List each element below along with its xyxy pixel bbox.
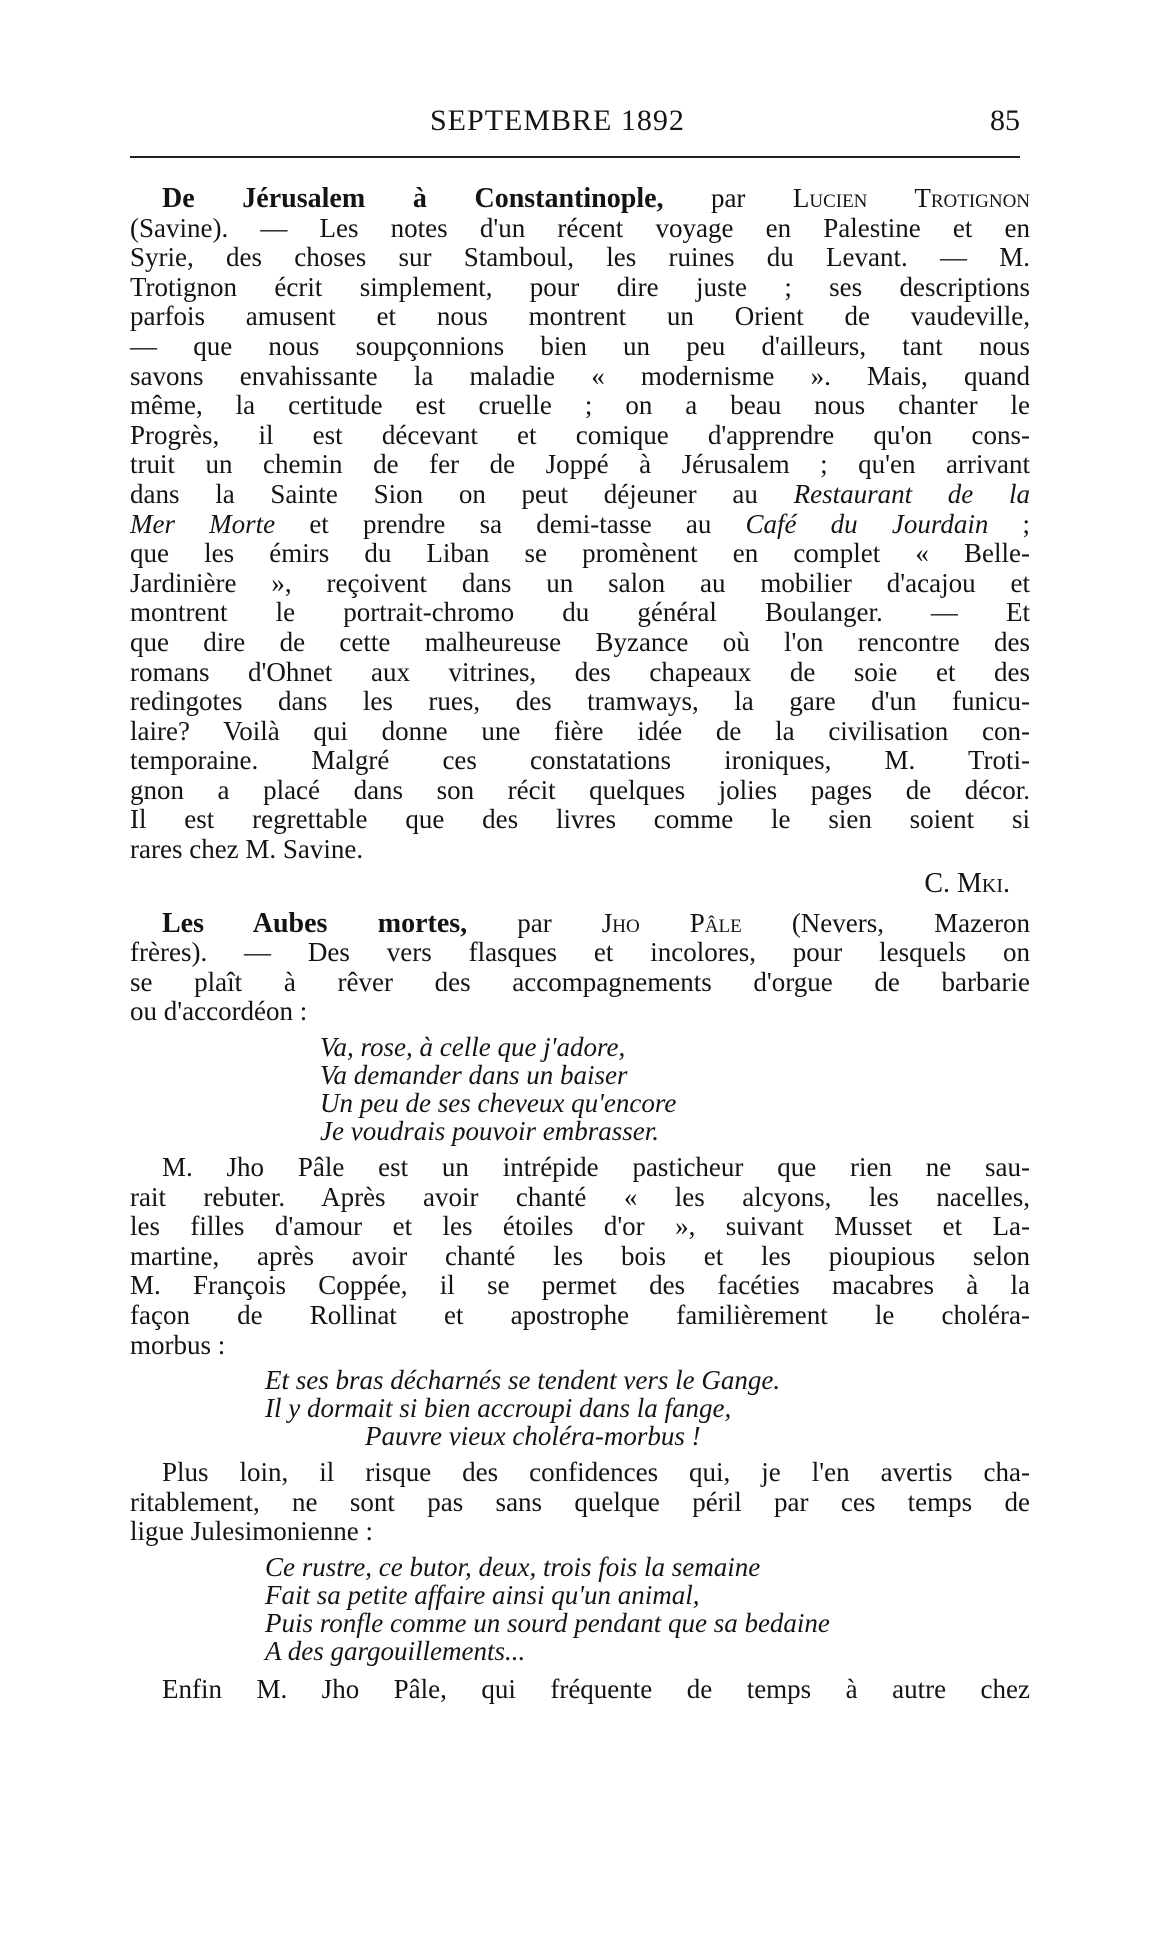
verse-quote-2 xyxy=(130,1366,1030,1450)
restaurant-name: Restaurant de la xyxy=(793,478,1030,509)
verse-line: Un peu de ses cheveux qu'encore xyxy=(320,1088,677,1119)
text-line: — que nous soupçonnions bien un peu d'ailleurs, tant nous xyxy=(130,330,1030,361)
review-title: Les Aubes mortes, xyxy=(162,907,468,939)
page-number: 85 xyxy=(990,104,1020,137)
verse-line: Et ses bras décharnés se tendent vers le Gange. xyxy=(265,1365,781,1396)
cafe-name: Café du Jourdain xyxy=(745,508,989,539)
page-content xyxy=(130,184,1030,1705)
text-line: les filles d'amour et les étoiles d'or », suivant Musset et La- xyxy=(130,1211,1030,1242)
verse-line: Je voudrais pouvoir embrasser. xyxy=(320,1116,659,1147)
page-header xyxy=(130,104,1020,154)
verse-line: Pauvre vieux choléra-morbus ! xyxy=(365,1421,701,1452)
text-line: M. Jho Pâle est un intrépide pasticheur que rien ne sau- xyxy=(162,1152,1030,1183)
text-line: façon de Rollinat et apostrophe familièrement le choléra- xyxy=(130,1300,1030,1330)
text-line: redingotes dans les rues, des tramways, la gare d'un funicu- xyxy=(130,686,1030,717)
review-heading-line: Les Aubes mortes, par Jho Pâle (Nevers, Mazeron xyxy=(162,907,1031,939)
text-line: frères). — Des vers flasques et incolores, pour lesquels on xyxy=(130,937,1030,968)
review-author: Lucien Trotignon xyxy=(792,183,1031,213)
text-line: gnon a placé dans son récit quelques jolies pages de décor. xyxy=(130,774,1030,805)
text-line: montrent le portrait-chromo du général Boulanger. — Et xyxy=(130,597,1030,628)
text-line: laire? Voilà qui donne une fière idée de la civilisation con- xyxy=(130,715,1030,746)
text-line: temporaine. Malgré ces constatations ironiques, M. Troti- xyxy=(130,745,1030,776)
running-title: SEPTEMBRE 1892 xyxy=(430,104,685,137)
text-line: Trotignon écrit simplement, pour dire juste ; ses descriptions xyxy=(130,271,1030,302)
text-line: ou d'accordéon : xyxy=(130,996,308,1027)
verse-quote-1 xyxy=(130,1033,1030,1145)
verse-line: Ce rustre, ce butor, deux, trois fois la semaine xyxy=(265,1551,761,1582)
verse-quote-3 xyxy=(130,1553,1030,1665)
verse-line: Va demander dans un baiser xyxy=(320,1060,628,1091)
text-line: Syrie, des choses sur Stamboul, les ruines du Levant. — M. xyxy=(130,242,1030,273)
verse-line: Puis ronfle comme un sourd pendant que sa bedaine xyxy=(265,1607,830,1638)
text-line: romans d'Ohnet aux vitrines, des chapeaux de soie et des xyxy=(130,656,1030,687)
review-heading-line: De Jérusalem à Constantinople, par Lucien Trotignon xyxy=(162,183,1031,214)
text-line: dans la Sainte Sion on peut déjeuner au Restaurant de la xyxy=(130,478,1030,509)
text-line: Plus loin, il risque des confidences qui, je l'en avertis cha- xyxy=(162,1457,1030,1488)
text-line: Enfin M. Jho Pâle, qui fréquente de temps à autre chez xyxy=(162,1673,1030,1704)
text-line: Jardinière », reçoivent dans un salon au mobilier d'acajou et xyxy=(130,567,1030,598)
text-line: Il est regrettable que des livres comme le sien soient si xyxy=(130,804,1030,835)
text-line: même, la certitude est cruelle ; on a beau nous chanter le xyxy=(130,390,1030,421)
text-line: que dire de cette malheureuse Byzance où l'on rencontre des xyxy=(130,626,1030,657)
text-line: savons envahissante la maladie « modernisme ». Mais, quand xyxy=(130,360,1030,391)
text-line: que les émirs du Liban se promènent en complet « Belle- xyxy=(130,538,1030,569)
text-line: parfois amusent et nous montrent un Orient de vaudeville, xyxy=(130,301,1030,332)
header-rule xyxy=(130,156,1020,158)
text-line: ritablement, ne sont pas sans quelque péril par ces temps de xyxy=(130,1486,1030,1517)
text-line: martine, après avoir chanté les bois et les pioupious selon xyxy=(130,1240,1030,1271)
text-line: morbus : xyxy=(130,1329,226,1360)
text-line: truit un chemin de fer de Joppé à Jérusalem ; qu'en arrivant xyxy=(130,449,1030,480)
review-title: De Jérusalem à Constantinople, xyxy=(162,183,664,214)
text-line: se plaît à rêver des accompagnements d'orgue de barbarie xyxy=(130,966,1030,997)
text-line: Mer Morte et prendre sa demi-tasse au Café du Jourdain ; xyxy=(130,508,1031,539)
text-line: (Savine). — Les notes d'un récent voyage en Palestine et en xyxy=(130,212,1030,243)
text-line: ligue Julesimonienne : xyxy=(130,1516,373,1547)
review-aubes-mortes xyxy=(130,909,1030,1705)
review-author: Jho Pâle xyxy=(601,907,742,938)
verse-line: A des gargouillements... xyxy=(265,1635,526,1666)
verse-line: Il y dormait si bien accroupi dans la fange, xyxy=(265,1393,732,1424)
review-jerusalem xyxy=(130,184,1030,901)
verse-line: Fait sa petite affaire ainsi qu'un animal, xyxy=(265,1579,700,1610)
text-line: Progrès, il est décevant et comique d'apprendre qu'on cons- xyxy=(130,419,1030,450)
text-line: M. François Coppée, il se permet des facéties macabres à la xyxy=(130,1270,1030,1301)
text-line: rait rebuter. Après avoir chanté « les alcyons, les nacelles, xyxy=(130,1181,1030,1212)
review-signature: C. Mki. xyxy=(924,867,1010,899)
text-line: rares chez M. Savine. xyxy=(130,834,364,865)
verse-line: Va, rose, à celle que j'adore, xyxy=(320,1032,626,1063)
